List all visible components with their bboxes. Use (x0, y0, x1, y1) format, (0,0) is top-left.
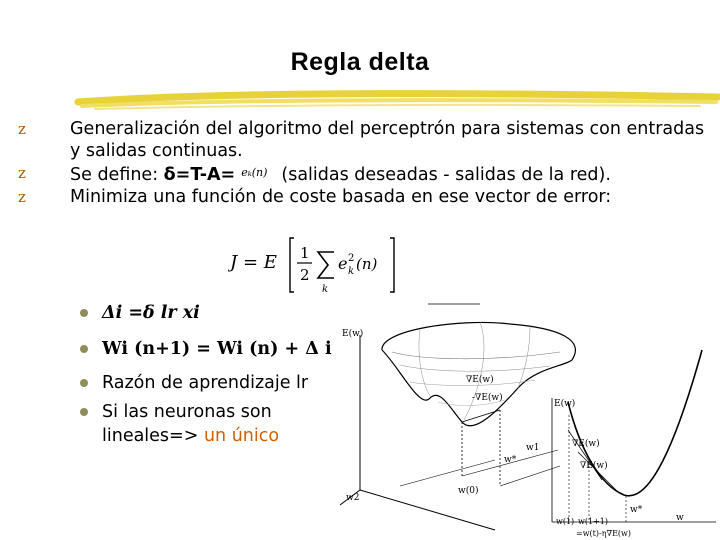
right-grad2-label: ∇E(w) (580, 461, 608, 471)
formula-term-arg: (n) (356, 255, 378, 273)
formula-sum-sub: k (322, 284, 329, 295)
right-w11-label: w(1+1) (578, 517, 608, 526)
error-surface-3d (340, 304, 575, 530)
sub-text: Si las neuronas son (102, 402, 272, 422)
sub-text-cont: lineales=> un único (102, 426, 280, 446)
sub-text: Δi =δ lr xi (102, 303, 200, 323)
formula-lhs: J = E (230, 252, 277, 273)
left-y-label: E(w) (342, 329, 364, 339)
delta-definition: δ=T-A= (163, 165, 236, 185)
bullet-dot-icon (80, 309, 88, 317)
title-underline (0, 88, 720, 114)
left-wstar-label: w* (504, 455, 517, 465)
emphasis-text: un único (203, 426, 280, 446)
formula-term: e (338, 254, 348, 273)
right-update-eq: =w(t)-η∇E(w) (576, 529, 632, 538)
error-curve-2d (552, 350, 716, 538)
bullet-definition (18, 162, 708, 186)
formula-term-sup: 2 (348, 253, 355, 264)
formula-term-sub: k (348, 266, 355, 277)
slide-title: Regla delta (290, 48, 430, 76)
bullet-mark-icon: z (18, 120, 26, 138)
left-grad-label: ∇E(w) (466, 375, 494, 385)
bullet-dot-icon (80, 379, 88, 387)
error-term: eₖ(n) (241, 166, 268, 179)
sub-text: Razón de aprendizaje lr (102, 373, 309, 393)
bullet-minimize (18, 186, 708, 208)
bullet-dot-icon (80, 408, 88, 416)
bullet-dot-icon (80, 345, 88, 353)
bullet-generalization (18, 118, 708, 162)
bullet-text: Minimiza una función de coste basada en ese vector de error: (70, 187, 612, 207)
left-w2-label: w2 (346, 493, 360, 503)
bullet-mark-icon: z (18, 188, 26, 206)
left-w0-label: w(0) (458, 486, 479, 496)
formula-frac-den: 2 (300, 266, 310, 284)
left-w1-label: w1 (526, 443, 540, 453)
bullet-text: Se define: (70, 165, 164, 185)
bullet-mark-icon: z (18, 164, 26, 182)
left-neg-grad-label: -∇E(w) (472, 393, 503, 403)
right-grad1-label: ∇E(w) (572, 439, 600, 449)
error-surface-figure (340, 290, 718, 538)
formula-frac-num: 1 (300, 244, 310, 262)
right-w1-label: w(1) (556, 517, 575, 526)
right-w-label: w (676, 513, 684, 523)
bullet-text: Generalización del algoritmo del perceptrón para sistemas con entradas y salidas continuas. (70, 119, 705, 161)
sub-text: Wi (n+1) = Wi (n) + Δ i (102, 339, 332, 359)
bullet-list (18, 118, 708, 208)
bullet-text: (salidas deseadas - salidas de la red). (281, 165, 611, 185)
right-y-label: E(w) (554, 399, 576, 409)
right-wstar-label: w* (630, 505, 643, 515)
